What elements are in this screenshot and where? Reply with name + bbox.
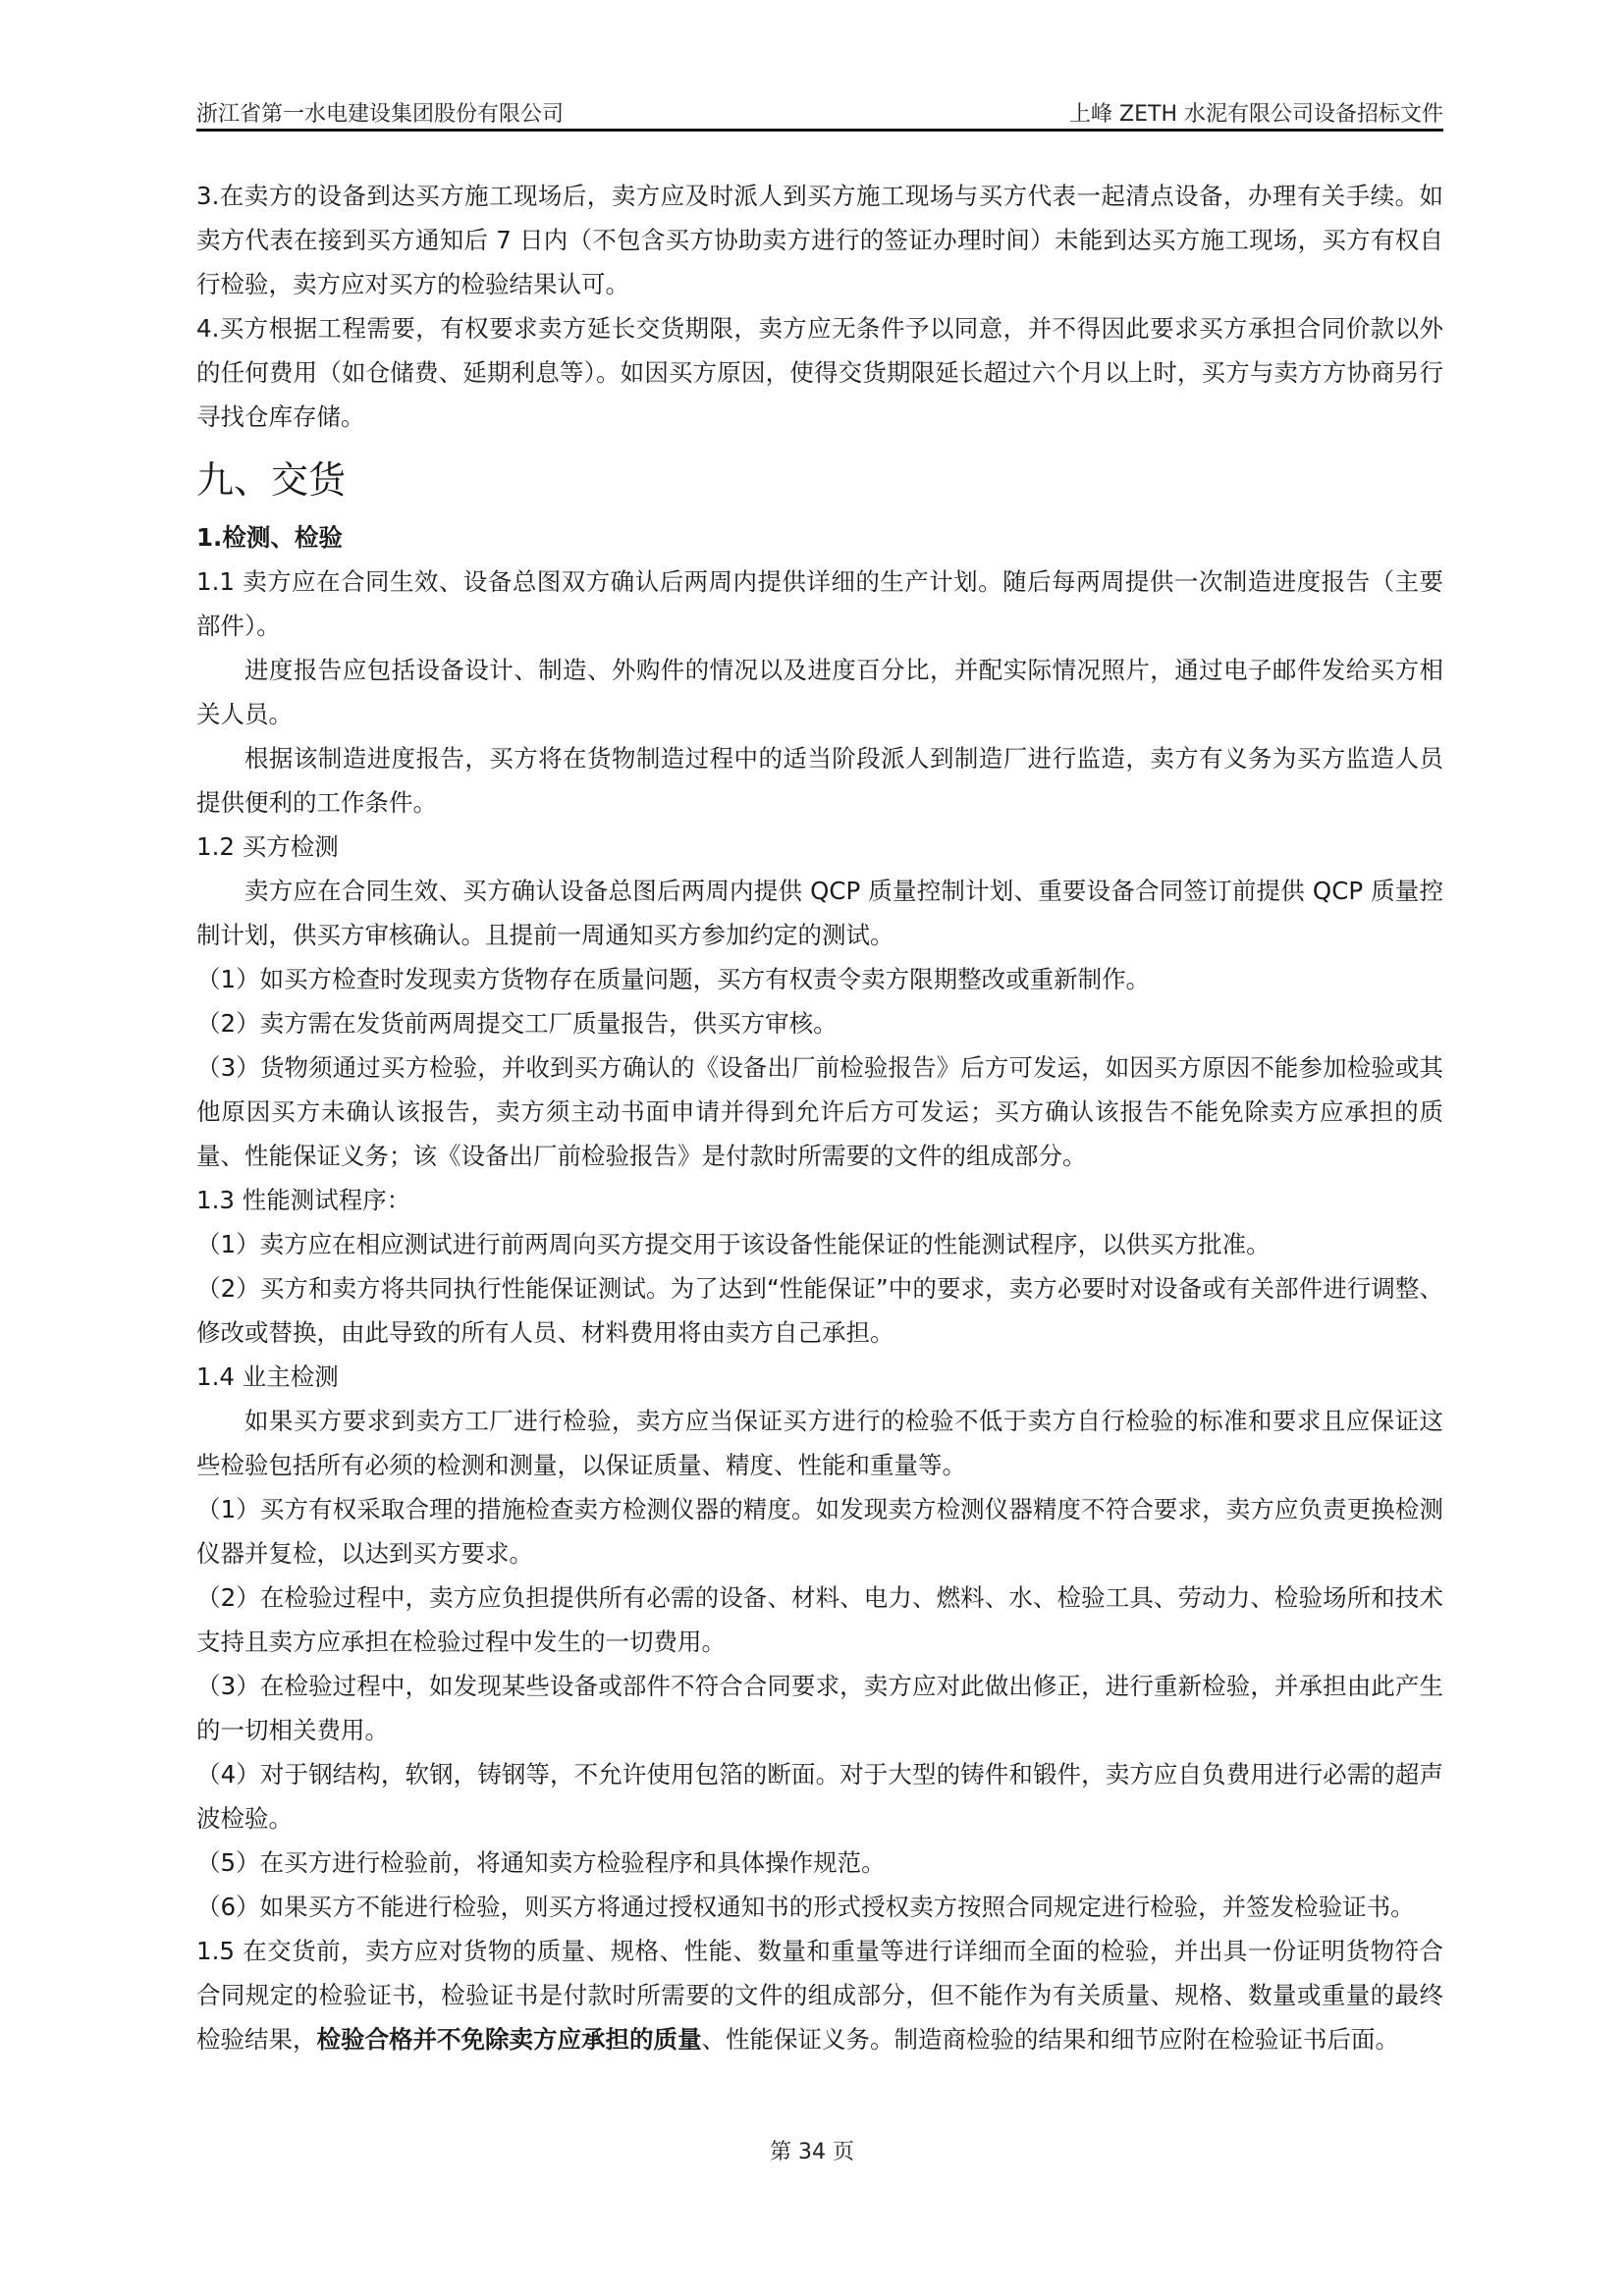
- clause-1-5-text-start: 1.5 在交货前，卖方应对货物的质量、规格、性能、数量和重量等进行详细而全面的检验，并出具一份证明货物符合合同规定的检验证书，检验证书是付款时所需要的文件的组成部分，但不能作为有关质量、规格、数量或重量的最终检验结果，: [196, 1937, 1443, 2054]
- clause-1-2-item-3: （3）货物须通过买方检验，并收到买方确认的《设备出厂前检验报告》后方可发运，如因买方原因不能参加检验或其他原因买方未确认该报告，卖方须主动书面申请并得到允许后方可发运；买方确认该报告不能免除卖方应承担的质量、性能保证义务；该《设备出厂前检验报告》是付款时所需要的文件的组成部分。: [196, 1053, 1443, 1170]
- clause-1-1: 1.1 卖方应在合同生效、设备总图双方确认后两周内提供详细的生产计划。随后每两周提供一次制造进度报告（主要部件）。: [196, 567, 1443, 640]
- clause-1-4-item-1: （1）买方有权采取合理的措施检查卖方检测仪器的精度。如发现卖方检测仪器精度不符合要求，卖方应负责更换检测仪器并复检，以达到买方要求。: [196, 1495, 1443, 1568]
- header-document-title: 上峰 ZETH 水泥有限公司设备招标文件: [1069, 102, 1443, 127]
- clause-1-4-intro: 如果买方要求到卖方工厂进行检验，卖方应当保证买方进行的检验不低于卖方自行检验的标准和要求且应保证这些检验包括所有必须的检测和测量，以保证质量、精度、性能和重量等。: [196, 1407, 1443, 1479]
- clause-1-4-item-5: （5）在买方进行检验前，将通知卖方检验程序和具体操作规范。: [196, 1848, 886, 1877]
- clause-1-2-item-1: （1）如买方检查时发现卖方货物存在质量问题，买方有权责令卖方限期整改或重新制作。: [196, 965, 1151, 993]
- clause-1-2-qcp: 卖方应在合同生效、买方确认设备总图后两周内提供 QCP 质量控制计划、重要设备合同签订前提供 QCP 质量控制计划，供买方审核确认。且提前一周通知买方参加约定的测试。: [196, 877, 1443, 949]
- clause-1-4-item-2: （2）在检验过程中，卖方应负担提供所有必需的设备、材料、电力、燃料、水、检验工具、劳动力、检验场所和技术支持且卖方应承担在检验过程中发生的一切费用。: [196, 1583, 1443, 1656]
- section-title: 九、交货: [196, 458, 347, 502]
- clause-1-5: [196, 1929, 1443, 2061]
- header-company: 浙江省第一水电建设集团股份有限公司: [196, 102, 565, 127]
- clause-1-5-emphasis: 检验合格并不免除卖方应承担的质量: [316, 2025, 702, 2054]
- clause-1-4-item-6: （6）如果买方不能进行检验，则买方将通过授权通知书的形式授权卖方按照合同规定进行检验，并签发检验证书。: [196, 1893, 1415, 1921]
- clause-1-5-text-end: 、性能保证义务。制造商检验的结果和细节应附在检验证书后面。: [701, 2025, 1399, 2054]
- clause-1-2-title: 1.2 买方检测: [196, 832, 339, 861]
- clause-1-3-item-1: （1）卖方应在相应测试进行前两周向买方提交用于该设备性能保证的性能测试程序，以供买方批准。: [196, 1230, 1271, 1258]
- clause-1-2-item-2: （2）卖方需在发货前两周提交工厂质量报告，供买方审核。: [196, 1009, 838, 1038]
- clause-1-4-title: 1.4 业主检测: [196, 1362, 339, 1391]
- page-number: 第 34 页: [770, 2140, 854, 2164]
- page-header: [196, 90, 1443, 128]
- clause-1-3-item-2: （2）买方和卖方将共同执行性能保证测试。为了达到“性能保证”中的要求，卖方必要时对设备或有关部件进行调整、修改或替换，由此导致的所有人员、材料费用将由卖方自己承担。: [196, 1274, 1443, 1347]
- clause-1-4-item-3: （3）在检验过程中，如发现某些设备或部件不符合合同要求，卖方应对此做出修正，进行重新检验，并承担由此产生的一切相关费用。: [196, 1672, 1443, 1744]
- clause-1-4-item-4: （4）对于钢结构，软钢，铸钢等，不允许使用包箔的断面。对于大型的铸件和锻件，卖方应自负费用进行必需的超声波检验。: [196, 1760, 1443, 1833]
- paragraph-3: 3.在卖方的设备到达买方施工现场后，卖方应及时派人到买方施工现场与买方代表一起清点设备，办理有关手续。如卖方代表在接到买方通知后 7 日内（不包含买方协助卖方进行的签证办理时间）未能到达买方施工现场，买方有权自行检验，卖方应对买方的检验结果认可。: [196, 182, 1443, 298]
- clause-1-3-title: 1.3 性能测试程序：: [196, 1186, 411, 1214]
- paragraph-4: 4.买方根据工程需要，有权要求卖方延长交货期限，卖方应无条件予以同意，并不得因此要求买方承担合同价款以外的任何费用（如仓储费、延期利息等）。如因买方原因，使得交货期限延长超过六个月以上时，买方与卖方方协商另行寻找仓库存储。: [196, 314, 1443, 431]
- document-body: [196, 174, 1443, 2061]
- clause-1-1-progress-report: 进度报告应包括设备设计、制造、外购件的情况以及进度百分比，并配实际情况照片，通过电子邮件发给买方相关人员。: [196, 656, 1443, 728]
- subsection-title-inspection: 1.检测、检验: [196, 523, 343, 552]
- header-divider: [196, 129, 1443, 132]
- clause-1-1-supervision: 根据该制造进度报告，买方将在货物制造过程中的适当阶段派人到制造厂进行监造，卖方有义务为买方监造人员提供便利的工作条件。: [196, 744, 1443, 817]
